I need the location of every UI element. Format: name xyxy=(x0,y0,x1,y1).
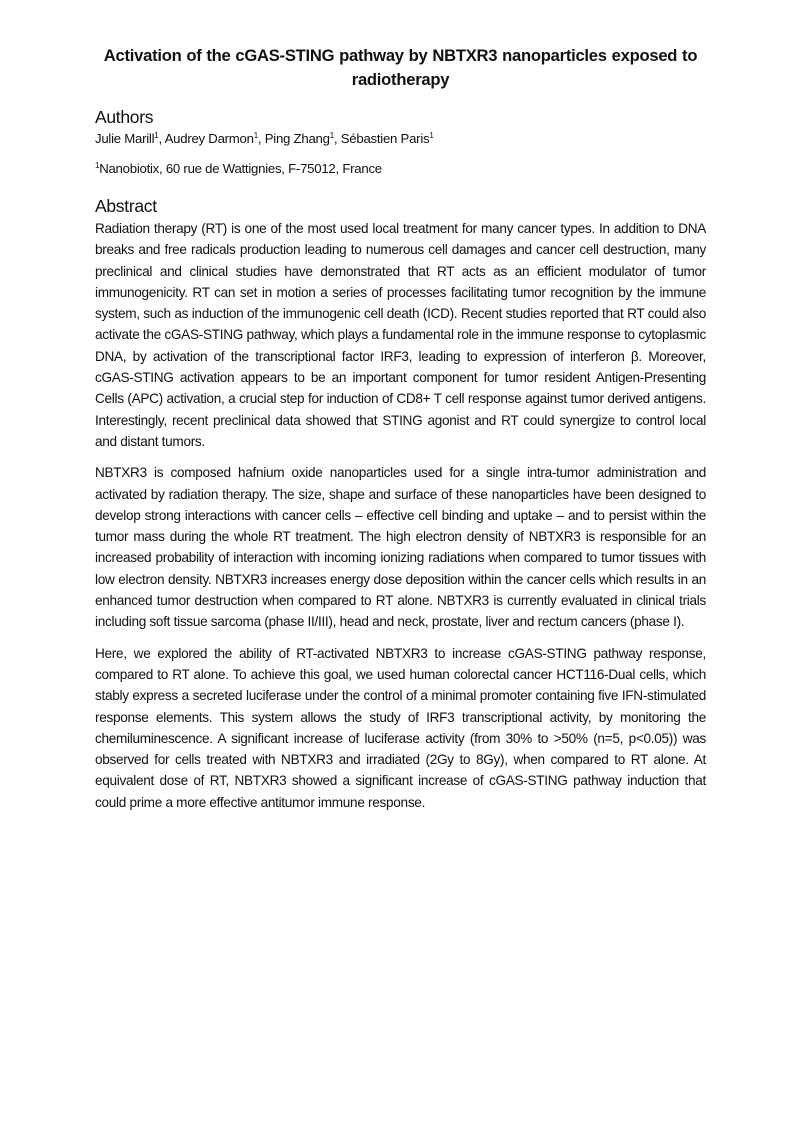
author-separator: , xyxy=(257,131,265,146)
affiliation-mark: 1 xyxy=(429,131,434,140)
abstract-heading: Abstract xyxy=(95,196,157,216)
affiliation-mark: 1 xyxy=(154,131,159,140)
affiliation-mark: 1 xyxy=(329,131,334,140)
authors-heading: Authors xyxy=(95,107,154,127)
paper-title: Activation of the cGAS-STING pathway by NBTXR3 nanoparticles exposed to radiotherapy xyxy=(103,46,698,89)
author-name: Julie Marill xyxy=(95,131,155,146)
author-separator: , xyxy=(158,131,165,146)
author-list xyxy=(95,129,706,149)
abstract-paragraph: Radiation therapy (RT) is one of the most used local treatment for many cancer types. In addition to DNA breaks and free radicals production leading to numerous cell damages and cancer cell destruction, many preclinical and clinical studies have demonstrated that RT acts as an efficient modulator of tumor immunogenicity. RT can set in motion a series of processes facilitating tumor recognition by the immune system, such as induction of the immunogenic cell death (ICD). Recent studies reported that RT could also activate the cGAS-STING pathway, which plays a fundamental role in the immune response to cytoplasmic DNA, by activation of the transcriptional factor IRF3, leading to expression of interferon β. Moreover, cGAS-STING activation appears to be an important component for tumor resident Antigen-Presenting Cells (APC) activation, a crucial step for induction of CD8+ T cell response against tumor derived antigens. Interestingly, recent preclinical data showed that STING agonist and RT could synergize to control local and distant tumors. xyxy=(95,221,706,449)
affiliation-mark: 1 xyxy=(253,131,258,140)
author-name: Ping Zhang xyxy=(264,131,330,146)
author-name: Sébastien Paris xyxy=(340,131,430,146)
abstract-paragraph: NBTXR3 is composed hafnium oxide nanoparticles used for a single intra-tumor administration and activated by radiation therapy. The size, shape and surface of these nanoparticles have been designed to develop strong interactions with cancer cells – effective cell binding and uptake – and to persist within the tumor mass during the whole RT treatment. The high electron density of NBTXR3 is responsible for an increased probability of interaction with incoming ionizing radiations when compared to tumor tissues with low electron density. NBTXR3 increases energy dose deposition within the cancer cells which results in an enhanced tumor destruction when compared to RT alone. NBTXR3 is currently evaluated in clinical trials including soft tissue sarcoma (phase II/III), head and neck, prostate, liver and rectum cancers (phase I). xyxy=(95,465,706,630)
affiliation-text: Nanobiotix, 60 rue de Wattignies, F-75012, France xyxy=(99,161,382,176)
affiliation-mark: 1 xyxy=(95,161,100,170)
document-page xyxy=(95,44,706,813)
affiliation xyxy=(95,159,706,179)
author-separator: , xyxy=(333,131,341,146)
author-name: Audrey Darmon xyxy=(164,131,254,146)
abstract-paragraph: Here, we explored the ability of RT-activated NBTXR3 to increase cGAS-STING pathway response, compared to RT alone. To achieve this goal, we used human colorectal cancer HCT116-Dual cells, which stably express a secreted luciferase under the control of a minimal promoter containing five IFN-stimulated response elements. This system allows the study of IRF3 transcriptional activity, by monitoring the chemiluminescence. A significant increase of luciferase activity (from 30% to >50% (n=5, p<0.05)) was observed for cells treated with NBTXR3 and irradiated (2Gy to 8Gy), when compared to RT alone. At equivalent dose of RT, NBTXR3 showed a significant increase of cGAS-STING pathway induction that could prime a more effective antitumor immune response. xyxy=(95,645,706,810)
